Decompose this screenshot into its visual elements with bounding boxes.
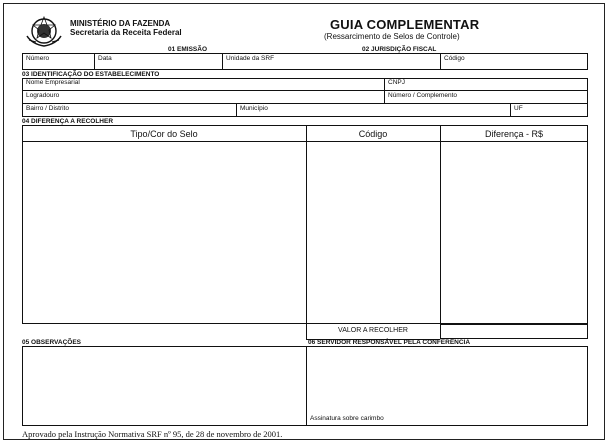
bairro-field[interactable]: Bairro / Distrito (26, 105, 69, 112)
assinatura-label: Assinatura sobre carimbo (310, 415, 384, 422)
secretariat-name: Secretaria da Receita Federal (70, 28, 182, 37)
form-subtitle: (Ressarcimento de Selos de Controle) (324, 32, 460, 41)
valor-recolher-label: VALOR A RECOLHER (338, 327, 408, 334)
section-04-title: 04 DIFERENÇA A RECOLHER (22, 118, 114, 125)
section-05-title: 05 OBSERVAÇÕES (22, 339, 82, 346)
brasao-republica-icon (24, 16, 64, 48)
numero-complemento-field[interactable]: Número / Complemento (388, 92, 457, 99)
data-field[interactable]: Data (98, 55, 112, 62)
section-03-title: 03 IDENTIFICAÇÃO DO ESTABELECIMENTO (22, 71, 160, 78)
form-title: GUIA COMPLEMENTAR (330, 17, 480, 32)
approval-footer: Aprovado pela Instrução Normativa SRF nº 95, de 28 de novembro de 2001. (22, 429, 283, 439)
numero-field[interactable]: Número (26, 55, 50, 62)
municipio-field[interactable]: Município (240, 105, 268, 112)
cnpj-field[interactable]: CNPJ (388, 79, 405, 86)
diferenca-table (22, 125, 588, 324)
uf-field[interactable]: UF (514, 105, 523, 112)
nome-empresarial-field[interactable]: Nome Empresarial (26, 79, 80, 86)
observacoes-field[interactable] (23, 347, 305, 425)
valor-recolher-field[interactable] (440, 324, 588, 339)
ministry-name: MINISTÉRIO DA FAZENDA (70, 19, 171, 28)
section-01-title: 01 EMISSÃO (168, 46, 208, 53)
col-codigo: Código (358, 129, 388, 139)
col-diferenca: Diferença - R$ (484, 129, 544, 139)
col-tipo-cor-selo: Tipo/Cor do Selo (130, 129, 198, 139)
section-06-title: 06 SERVIDOR RESPONSÁVEL PELA CONFERÊNCIA (308, 339, 471, 346)
identificacao-box (22, 78, 588, 117)
section-02-title: 02 JURISDIÇÃO FISCAL (362, 46, 437, 53)
logradouro-field[interactable]: Logradouro (26, 92, 60, 99)
unidade-srf-field[interactable]: Unidade da SRF (226, 55, 275, 62)
codigo-jurisdicao-field[interactable]: Código (444, 55, 465, 62)
